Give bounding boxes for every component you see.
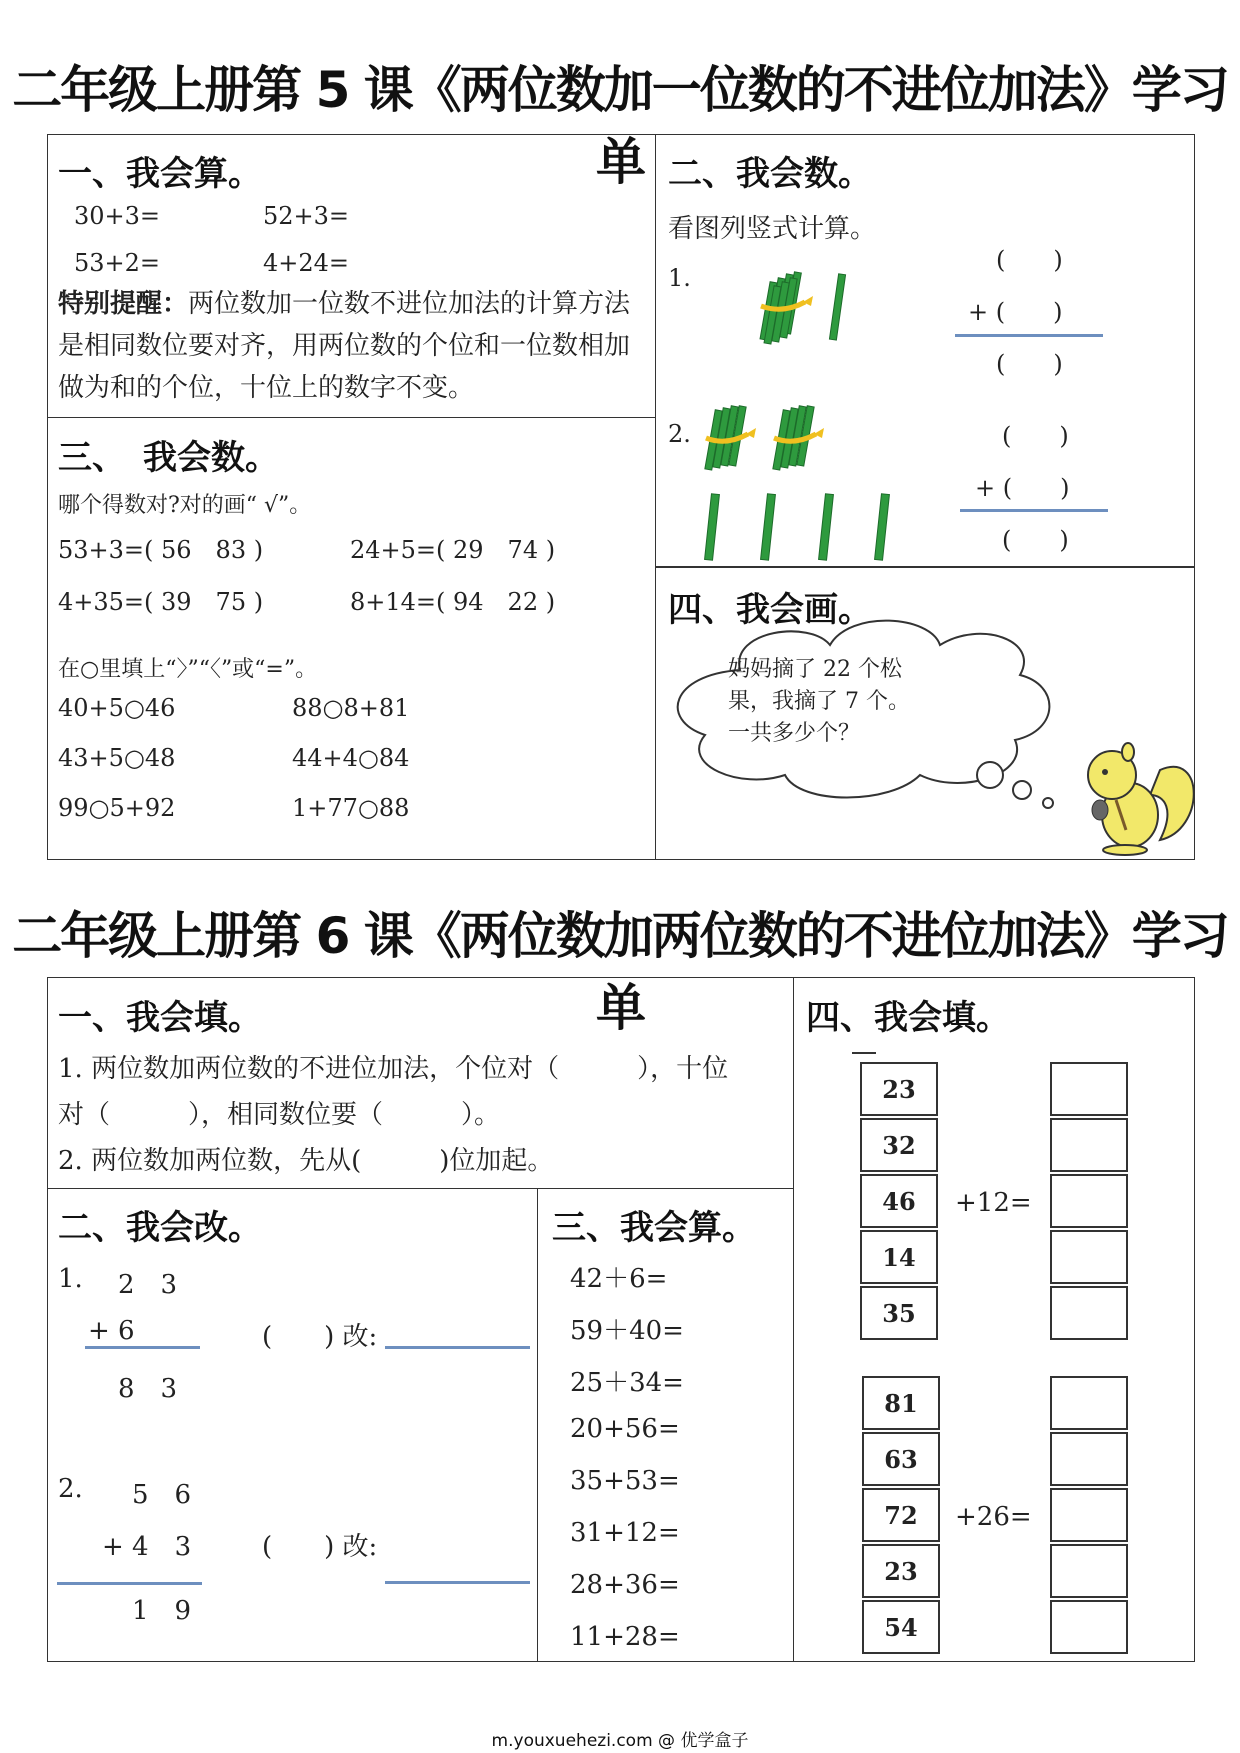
- operator-label: +26=: [955, 1502, 1032, 1532]
- l6-s2-num: 2.: [58, 1474, 83, 1504]
- answer-cell[interactable]: [1050, 1432, 1128, 1486]
- l5-s3-choice: 4+35=( 39 75 ): [58, 588, 264, 616]
- l6-s3-problem: 35+53=: [570, 1466, 680, 1496]
- answer-cell[interactable]: [1050, 1376, 1128, 1430]
- l5-s3-choice: 24+5=( 29 74 ): [350, 536, 556, 564]
- l5-s3-compare: 40+5○46: [58, 694, 176, 722]
- l6-s4-heading: 四、我会填。: [806, 998, 1010, 1038]
- l5-s2-heading: 二、我会数。: [668, 154, 872, 194]
- l6-s2-rule: [57, 1582, 202, 1585]
- l5-s2-rule: [960, 509, 1108, 512]
- l5-s2-instruction: 看图列竖式计算。: [668, 214, 877, 244]
- l5-s3-choice: 8+14=( 94 22 ): [350, 588, 556, 616]
- answer-cell[interactable]: [1050, 1062, 1128, 1116]
- tip-label: 特别提醒：: [58, 289, 189, 319]
- lesson5-hdivider-left: [47, 417, 655, 418]
- l6-s2-mark: ( ) 改:: [262, 1532, 378, 1562]
- bubble-line: 妈妈摘了 22 个松: [728, 657, 902, 682]
- number-cell: 81: [862, 1376, 940, 1430]
- answer-cell[interactable]: [1050, 1230, 1128, 1284]
- l5-s2-row: ( ): [1002, 422, 1069, 450]
- l6-s3-problem: 28+36=: [570, 1570, 680, 1600]
- l5-s3-compare: 1+77○88: [292, 794, 410, 822]
- lesson5-title: 二年级上册第 5 课《两位数加一位数的不进位加法》学习单: [12, 61, 1228, 191]
- answer-cell[interactable]: [1050, 1544, 1128, 1598]
- number-cell: 32: [860, 1118, 938, 1172]
- l5-s2-rule: [955, 334, 1103, 337]
- l6-s1-line: 对（ ），相同数位要（ ）。: [58, 1100, 501, 1130]
- l6-s3-problem: 20+56=: [570, 1414, 680, 1444]
- l6-s2-top: 5 6: [132, 1480, 192, 1510]
- l5-s3-choice: 53+3=( 56 83 ): [58, 536, 264, 564]
- number-cell: 14: [860, 1230, 938, 1284]
- decor-dash: [852, 1052, 876, 1054]
- l5-s2-item-num: 2.: [668, 420, 691, 448]
- l5-s3-compare: 88○8+81: [292, 694, 410, 722]
- l5-s4-heading: 四、我会画。: [668, 590, 872, 630]
- lesson5-hdivider-right: [655, 566, 1195, 568]
- l6-s2-heading: 二、我会改。: [58, 1208, 262, 1248]
- number-cell: 72: [862, 1488, 940, 1542]
- stick-bundle-image-2: [700, 398, 850, 478]
- l5-s2-row: ( ): [1002, 526, 1069, 554]
- l6-s2-mark: ( ) 改:: [262, 1322, 378, 1352]
- l5-s1-tip: [58, 283, 648, 409]
- l6-s2-rule: [85, 1346, 200, 1349]
- answer-cell[interactable]: [1050, 1488, 1128, 1542]
- l6-s2-add: + 6: [88, 1316, 135, 1346]
- single-stick-image: [826, 272, 850, 344]
- footer: m.youxuehezi.com @ 优学盒子: [491, 1731, 749, 1751]
- number-cell: 23: [860, 1062, 938, 1116]
- l5-s3-instruction: 在○里填上“〉”“〈”或“=”。: [58, 657, 318, 682]
- number-cell: 23: [862, 1544, 940, 1598]
- l6-s2-num: 1.: [58, 1264, 83, 1294]
- l5-s2-row: + ( ): [968, 298, 1063, 326]
- bubble-line: 果，我摘了 7 个。: [728, 689, 910, 714]
- lesson6-vdivider-right: [793, 977, 794, 1662]
- l6-s1-line: 2. 两位数加两位数，先从( )位加起。: [58, 1146, 554, 1176]
- l6-s3-problem: 42＋6=: [570, 1264, 668, 1294]
- l6-s3-heading: 三、我会算。: [552, 1208, 756, 1248]
- l6-s3-problem: 11+28=: [570, 1622, 680, 1652]
- answer-cell[interactable]: [1050, 1286, 1128, 1340]
- l5-s2-row: ( ): [996, 246, 1063, 274]
- lesson6-hdivider: [47, 1188, 793, 1189]
- l5-s1-problem: 53+2=: [74, 249, 161, 277]
- tip-text: 两位数加一位数不进位加法的计算方法是相同数位要对齐，用两位数的个位和一位数相加做为和的个位，十位上的数字不变。: [58, 289, 631, 403]
- four-sticks-image: [700, 492, 900, 564]
- l5-s1-heading: 一、我会算。: [58, 154, 262, 194]
- bubble-line: 一共多少个？: [728, 721, 861, 746]
- correction-line[interactable]: [385, 1346, 530, 1349]
- l5-s2-item-num: 1.: [668, 264, 691, 292]
- lesson6-title: 二年级上册第 6 课《两位数加两位数的不进位加法》学习单: [12, 907, 1228, 1037]
- l5-s2-row: + ( ): [975, 474, 1070, 502]
- l6-s2-top: 2 3: [118, 1270, 178, 1300]
- squirrel-image: [1088, 743, 1194, 855]
- l6-s3-problem: 31+12=: [570, 1518, 680, 1548]
- number-cell: 63: [862, 1432, 940, 1486]
- answer-cell[interactable]: [1050, 1174, 1128, 1228]
- operator-label: +12=: [955, 1188, 1032, 1218]
- l6-s2-result: 8 3: [118, 1374, 178, 1404]
- l6-s2-add: + 4 3: [102, 1532, 192, 1562]
- l5-s3-compare: 44+4○84: [292, 744, 410, 772]
- l5-s2-row: ( ): [996, 350, 1063, 378]
- l5-s3-compare: 99○5+92: [58, 794, 176, 822]
- number-cell: 46: [860, 1174, 938, 1228]
- lesson6-vdivider-mid: [537, 1188, 538, 1662]
- l6-s1-heading: 一、我会填。: [58, 998, 262, 1038]
- lesson5-vdivider: [655, 134, 656, 860]
- l5-s1-problem: 4+24=: [263, 249, 350, 277]
- l6-s3-problem: 25＋34=: [570, 1368, 684, 1398]
- l6-s1-line: 1. 两位数加两位数的不进位加法，个位对（ ），十位: [58, 1054, 729, 1084]
- l6-s3-problem: 59＋40=: [570, 1316, 684, 1346]
- number-cell: 35: [860, 1286, 938, 1340]
- number-cell: 54: [862, 1600, 940, 1654]
- l5-s3-compare: 43+5○48: [58, 744, 176, 772]
- l5-s3-instruction: 哪个得数对?对的画“ √”。: [58, 493, 312, 518]
- answer-cell[interactable]: [1050, 1118, 1128, 1172]
- l6-s2-result: 1 9: [132, 1596, 192, 1626]
- l5-s1-problem: 52+3=: [263, 202, 350, 230]
- l5-s1-problem: 30+3=: [74, 202, 161, 230]
- answer-cell[interactable]: [1050, 1600, 1128, 1654]
- l5-s3-heading: 三、 我会数。: [58, 438, 279, 478]
- correction-line[interactable]: [385, 1581, 530, 1584]
